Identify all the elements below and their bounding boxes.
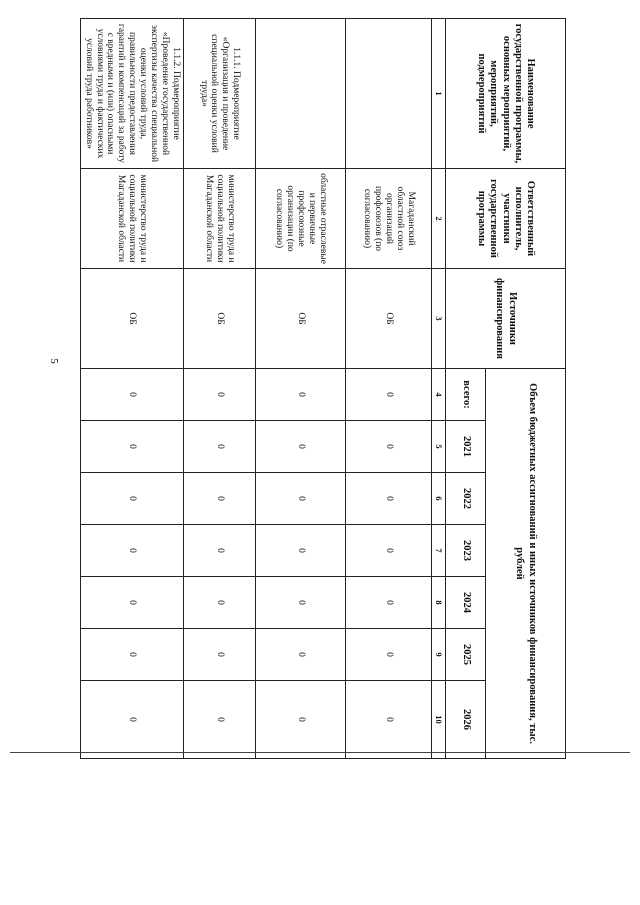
cell-responsible: Магаданский областной союз организаций профсоюзов (по согласованию) — [346, 169, 432, 269]
cell-responsible: министерство труда и социальной политики Магаданской области — [80, 169, 183, 269]
header-year: 2021 — [446, 421, 486, 473]
cell-responsible: министерство труда и социальной политики Магаданской области — [184, 169, 256, 269]
table-row — [346, 19, 432, 759]
header-source: Источники финансирования — [446, 269, 566, 369]
cell-value: 0 — [184, 525, 256, 577]
cell-value: 0 — [184, 629, 256, 681]
header-volume: Объем бюджетных ассигнований и иных источников финансирования, тыс. рублей — [486, 369, 566, 759]
cell-value: 0 — [184, 369, 256, 421]
header-year: 2023 — [446, 525, 486, 577]
cell-source: ОБ — [346, 269, 432, 369]
cell-source: ОБ — [184, 269, 256, 369]
column-numbers-row — [432, 19, 446, 759]
cell-value: 0 — [346, 577, 432, 629]
cell-name: 1.1.2. Подмероприятие «Проведение государственной экспертизы качества специальной оценки условий труда, правильности предоставления гарантий и компенсаций за работу с вредными и (или) опасными условиями труда и фактических условий труда работников» — [80, 19, 183, 169]
cell-value: 0 — [80, 525, 183, 577]
cell-value: 0 — [346, 681, 432, 759]
cell-value: 0 — [346, 473, 432, 525]
cell-value: 0 — [256, 369, 346, 421]
cell-value: 0 — [256, 577, 346, 629]
table-row — [80, 19, 183, 759]
page-number: 5 — [48, 358, 60, 364]
cell-value: 0 — [256, 681, 346, 759]
cell-value: 0 — [256, 421, 346, 473]
budget-table — [80, 18, 566, 759]
column-number: 8 — [432, 577, 446, 629]
column-number: 1 — [432, 19, 446, 169]
cell-value: 0 — [346, 421, 432, 473]
cell-value: 0 — [184, 681, 256, 759]
column-number: 4 — [432, 369, 446, 421]
cell-value: 0 — [256, 629, 346, 681]
cell-value: 0 — [184, 473, 256, 525]
page-divider — [10, 752, 630, 753]
header-year: 2024 — [446, 577, 486, 629]
column-number: 7 — [432, 525, 446, 577]
header-responsible: Ответственный исполнитель, участники государственной программы — [446, 169, 566, 269]
cell-responsible: областные отраслевые и первичные профсоюзные организации (по согласованию) — [256, 169, 346, 269]
cell-value: 0 — [184, 421, 256, 473]
column-number: 10 — [432, 681, 446, 759]
cell-source: ОБ — [256, 269, 346, 369]
cell-value: 0 — [346, 525, 432, 577]
header-name: Наименование государственной программы, основных мероприятий, мероприятий, подмероприятий — [446, 19, 566, 169]
cell-value: 0 — [346, 369, 432, 421]
cell-value: 0 — [80, 369, 183, 421]
cell-name — [346, 19, 432, 169]
cell-name — [256, 19, 346, 169]
cell-value: 0 — [80, 577, 183, 629]
header-year: 2025 — [446, 629, 486, 681]
header-year: 2026 — [446, 681, 486, 759]
cell-name: 1.1.1. Подмероприятие «Организация и проведение специальной оценки условий труда» — [184, 19, 256, 169]
rotated-table-wrapper — [83, 18, 566, 758]
cell-value: 0 — [80, 473, 183, 525]
column-number: 3 — [432, 269, 446, 369]
column-number: 9 — [432, 629, 446, 681]
header-total: всего: — [446, 369, 486, 421]
column-number: 6 — [432, 473, 446, 525]
table-row — [256, 19, 346, 759]
cell-value: 0 — [346, 629, 432, 681]
table-row — [184, 19, 256, 759]
cell-value: 0 — [80, 629, 183, 681]
header-year: 2022 — [446, 473, 486, 525]
cell-value: 0 — [256, 525, 346, 577]
cell-value: 0 — [184, 577, 256, 629]
cell-source: ОБ — [80, 269, 183, 369]
cell-value: 0 — [80, 681, 183, 759]
column-number: 2 — [432, 169, 446, 269]
cell-value: 0 — [80, 421, 183, 473]
column-number: 5 — [432, 421, 446, 473]
cell-value: 0 — [256, 473, 346, 525]
